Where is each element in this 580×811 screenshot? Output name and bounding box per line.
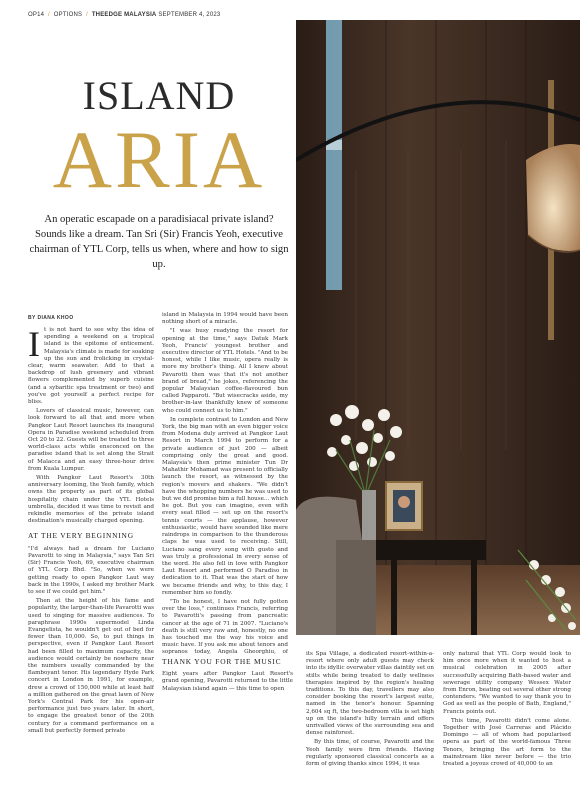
subheading: AT THE VERY BEGINNING: [28, 531, 134, 541]
section-name: OPTIONS: [53, 12, 83, 18]
title-line-1: ISLAND: [82, 73, 236, 118]
lead-paragraph: [28, 327, 154, 406]
paragraph: "I was busy readying the resort for opening at the time," says Datuk Mark Yeoh, Francis' youngest brother and executive director of YTL Hotels. "And to be honest, while I like music, opera really is more my brother's thing. All I knew about Pavarotti then was that it's not another brand of bread," he jokes, referencing the popular Malaysian coffee-flavoured bun called Papparoti. "But wisecracks aside, my brother-in-law thankfully knew of someone who could connect us to him.": [162, 328, 288, 414]
issue-date: SEPTEMBER 4, 2023: [158, 12, 221, 18]
article-column-2: [162, 312, 288, 657]
paragraph: By this time, of course, Pavarotti and the Yeoh family were firm friends. Having regularly sponsored classical concerts as a form of giving thanks since 1994, it was: [306, 739, 434, 768]
paragraph: island in Malaysia in 1994 would have been nothing short of a miracle.: [162, 312, 288, 326]
paragraph: This time, Pavarotti didn't come alone. Together with José Carreras and Plácido Domingo — all of whom had popularised opera as part of the world-famous Three Tenors, bringing the art form to the mainstream like never before — the trio treated a joyous crowd of 40,000 to an: [443, 717, 571, 768]
paragraph: only natural that YTL Corp would look to him once more when it wanted to host a musical celebration in 2005 after successfully acquiring Bath-based water and sewerage utility company Wessex Water from Enron, beating out several other strong contenders. "We wanted to say thank you to God as well as the people of Bath, England," Francis points out.: [443, 651, 571, 715]
paragraph: "To be honest, I have not fully gotten over the loss," continues Francis, referring to Pavarotti's passing from pancreatic cancer at the age of 71 in 2007. "Luciano's death is still very raw and, honestly, no one has touched me the way his voice and music have. If you ask me about tenors and sopranos today, Angela Gheorghiu, of: [162, 598, 288, 656]
page-number: OP14: [28, 12, 45, 18]
lead-paragraph-text: t is not hard to see why the idea of spending a weekend on a tropical island is the epitome of enticement. Malaysia's climate is made for soaking up the sun and frolicking in crystal-clear, warm seawater. Add to that a backdrop of lush greenery and vibrant flowers complemented by superb cuisine (and a sybaritic spa treatment or two) and you've got yourself a perfect recipe for bliss.: [28, 327, 154, 406]
drop-cap: I: [28, 327, 40, 364]
byline: BY DIANA KHOO: [28, 315, 74, 321]
paragraph: Lovers of classical music, however, can look forward to all that and more when Pangkor Laut Resort launches its inaugural Opera in Paradise weekend scheduled from Oct 20 to 22. Guests will be treated to three world-class acts while ensconced on the paradise island that is set along the Strait of Malacca and an easy three-hour drive from Kuala Lumpur.: [28, 408, 154, 472]
standfirst: An operatic escapade on a paradisiacal private island? Sounds like a dream. Tan Sri (Sir) Francis Yeoh, executive chairman of YTL Corp, tells us when, where and how to sign up.: [29, 214, 289, 270]
subheading: THANK YOU FOR THE MUSIC: [162, 657, 282, 666]
paragraph: Eight years after Pangkor Laut Resort's grand opening, Pavarotti returned to the little Malaysian island again — this time to open: [162, 671, 293, 692]
interior-photo-illustration: [296, 20, 580, 635]
header-separator: /: [86, 12, 88, 18]
paragraph: "I'd always had a dream for Luciano Pavarotti to sing in Malaysia," says Tan Sri (Sir) Francis Yeoh, 69, executive chairman of YTL Corp Bhd. "So, when we were getting ready to open Pangkor Laut way back in the 1990s, I asked my brother Mark to see if we could get him.": [28, 545, 154, 595]
page-header: [28, 10, 288, 20]
article-column-3: [162, 651, 293, 805]
article-column-5: [443, 651, 571, 805]
article-column-1: [28, 327, 154, 805]
publication-name: THEEDGE MALAYSIA: [91, 12, 157, 18]
paragraph: Then at the height of his fame and popularity, the larger-than-life Pavarotti was used to singing for massive audiences. To paraphrase 1990s supermodel Linda Evangelista, he wouldn't get out of bed for fewer than 10,000. So, to put things in perspective, even if Pangkor Laut Resort had been filled to maximum capacity, the audience would certainly be nowhere near the numbers usually commanded by the flamboyant tenor. His legendary Hyde Park concert in London in 1991, for example, drew a crowd of 150,000 while at least half a million gathered on the great lawn of New York's Central Park for his open-air performance just two years later. In short, to engage the greatest tenor of the 20th century for a command performance on a small but perfectly formed private: [28, 598, 154, 734]
header-separator: /: [48, 12, 50, 18]
interior-photo: [296, 20, 580, 635]
paragraph: its Spa Village, a dedicated resort-within-a-resort where only adult guests may check into its idyllic overwater villas daintily set on stilts while being treated to daily wellness therapies inspired by the region's healing traditions. To this day, travellers may also consider booking the resort's largest suite, named in the tenor's honour. Spanning 2,604 sq ft, the two-bedroom villa is set high up on the island's hilly terrain and offers unrivalled views of the surrounding sea and dense rainforest.: [306, 651, 434, 737]
paragraph: With Pangkor Laut Resort's 30th anniversary looming, the Yeoh family, which owns the property as part of its global hospitality chain under the YTL Hotels umbrella, decided it was time to revisit and rekindle memories of the private island destination's musically charged opening.: [28, 475, 154, 525]
paragraph: In complete contrast to London and New York, the big man with an even bigger voice from Modena duly arrived at Pangkor Laut Resort in March 1994 to perform for a private audience of just 200 — albeit comprising only the great and good. Malaysia's then prime minister Tun Dr Mahathir Mohamad was present to officially launch the resort, as witnessed by the region's movers and shakers. "We didn't have the whopping numbers he was used to but we did promise him a full house... which he got. But you can imagine, even with every seat filled — set up on the resort's tennis courts — the applause, however enthusiastic, would have sounded like mere raindrops in comparison to the thunderous claps he was used to receiving. Still, Luciano sang every song with gusto and was truly a professional in every sense of the word. He also fell in love with Pangkor Laut Resort and performed O Paradiso in dedication to it. That was the start of how we became friends and why, to this day, I remember him so fondly.: [162, 416, 288, 596]
title-line-2: ARIA: [52, 114, 266, 205]
article-column-4: [306, 651, 434, 805]
